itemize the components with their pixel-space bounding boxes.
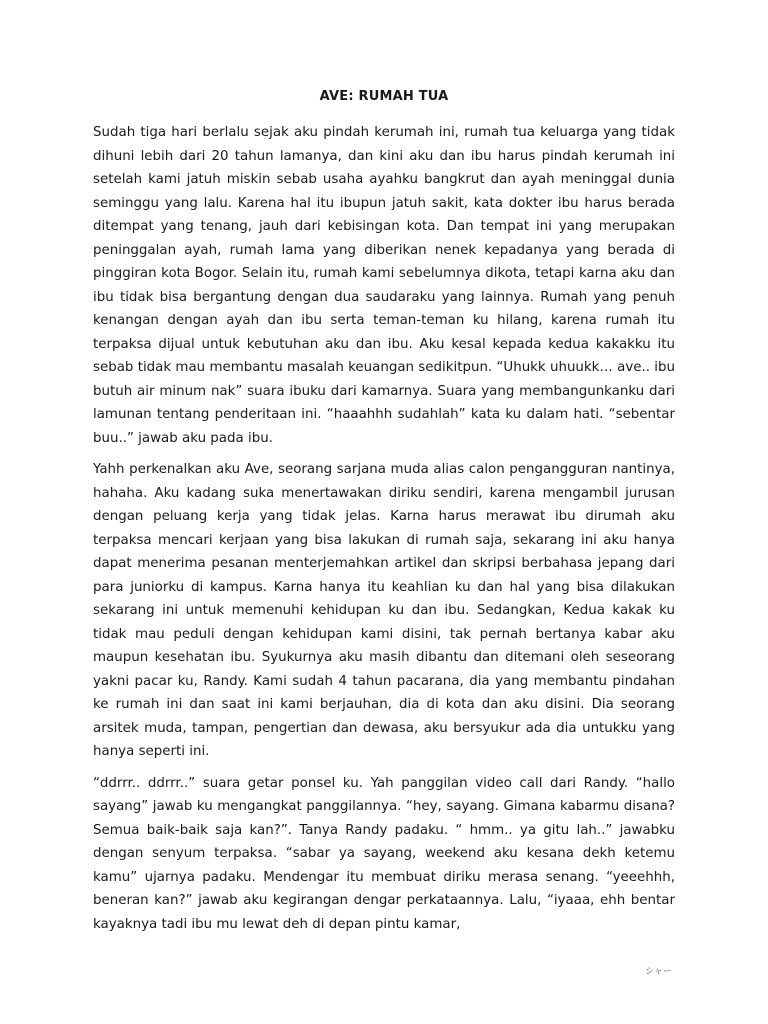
paragraph-2: Yahh perkenalkan aku Ave, seorang sarjana muda alias calon pengangguran nantinya, hahaha. Aku kadang suka menertawakan diriku sendiri, karena mengambil jurusan dengan peluang kerja yang tidak jelas. Karna harus merawat ibu dirumah aku terpaksa mencari kerjaan yang bisa lakukan di rumah saja, sekarang ini aku hanya dapat menerima pesanan menterjemahkan artikel dan skripsi berbahasa jepang dari para juniorku di kampus. Karna hanya itu keahlian ku dan hal yang bisa dilakukan sekarang ini untuk memenuhi kehidupan ku dan ibu. Sedangkan, Kedua kakak ku tidak mau peduli dengan kehidupan kami disini, tak pernah bertanya kabar aku maupun kesehatan ibu. Syukurnya aku masih dibantu dan ditemani oleh seseorang yakni pacar ku, Randy. Kami sudah 4 tahun pacarana, dia yang membantu pindahan ke rumah ini dan saat ini kami berjauhan, dia di kota dan aku disini. Dia seorang arsitek muda, tampan, pengertian dan dewasa, aku bersyukur ada dia untukku yang hanya seperti ini.: [93, 462, 675, 759]
footer-mark: シャー: [645, 967, 672, 977]
document-title: AVE: RUMAH TUA: [319, 89, 449, 104]
paragraph-3: “ddrrr.. ddrrr..” suara getar ponsel ku. Yah panggilan video call dari Randy. “hallo sayang” jawab ku mengangkat panggilannya. “hey, sayang. Gimana kabarmu disana? Semua baik-baik saja kan?”. Tanya Randy padaku. “ hmm.. ya gitu lah..” jawabku dengan senyum terpaksa. “sabar ya sayang, weekend aku kesana dekh ketemu kamu” ujarnya padaku. Mendengar itu membuat diriku merasa senang. “yeeehhh, beneran kan?” jawab aku kegirangan dengar perkataannya. Lalu, “iyaaa, ehh bentar kayaknya tadi ibu mu lewat deh di depan pintu kamar,: [93, 775, 675, 932]
paragraph-1: Sudah tiga hari berlalu sejak aku pindah kerumah ini, rumah tua keluarga yang tidak dihuni lebih dari 20 tahun lamanya, dan kini aku dan ibu harus pindah kerumah ini setelah kami jatuh miskin sebab usaha ayahku bangkrut dan ayah meninggal dunia seminggu yang lalu. Karena hal itu ibupun jatuh sakit, kata dokter ibu harus berada ditempat yang tenang, jauh dari kebisingan kota. Dan tempat ini yang merupakan peninggalan ayah, rumah lama yang diberikan nenek kepadanya yang berada di pinggiran kota Bogor. Selain itu, rumah kami sebelumnya dikota, tetapi karna aku dan ibu tidak bisa bergantung dengan dua saudaraku yang lainnya. Rumah yang penuh kenangan dengan ayah dan ibu serta teman-teman ku hilang, karena rumah itu terpaksa dijual untuk kebutuhan aku dan ibu. Aku kesal kepada kedua kakakku itu sebab tidak mau membantu masalah keuangan sedikitpun. “Uhukk uhuukk… ave.. ibu butuh air minum nak” suara ibuku dari kamarnya. Suara yang membangunkanku dari lamunan tentang penderitaan ini. “haaahhh sudahlah” kata ku dalam hati. “sebentar buu..” jawab aku pada ibu.: [93, 125, 675, 446]
document-body: [93, 121, 675, 944]
